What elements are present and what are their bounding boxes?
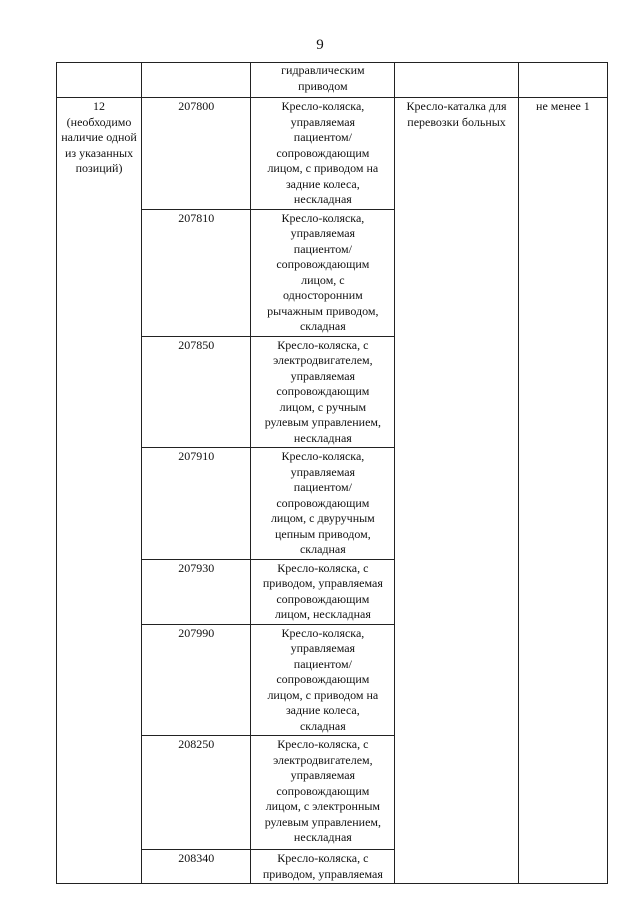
cell-empty xyxy=(57,63,142,98)
table-row xyxy=(57,98,608,210)
item-description: Кресло-коляска, с приводом, управляемая сопровождающим лицом, нескладная xyxy=(251,559,395,624)
item-description: Кресло-коляска, с приводом, управляемая xyxy=(251,850,395,884)
item-description: Кресло-коляска, управляемая пациентом/ сопровождающим лицом, с приводом на задние колеса, нескладная xyxy=(251,98,395,210)
item-code: 207850 xyxy=(142,336,251,448)
cell-empty xyxy=(142,63,251,98)
table-row-continuation xyxy=(57,63,608,98)
cell-empty xyxy=(518,63,607,98)
item-code: 208250 xyxy=(142,736,251,850)
item-description: Кресло-коляска, управляемая пациентом/ сопровождающим лицом, с односторонним рычажным приводом, складная xyxy=(251,209,395,336)
requirement-cell: не менее 1 xyxy=(518,98,607,884)
item-description: Кресло-коляска, управляемая пациентом/ сопровождающим лицом, с двуручным цепным приводом, складная xyxy=(251,448,395,560)
page-number: 9 xyxy=(316,37,324,53)
item-code: 207810 xyxy=(142,209,251,336)
item-code: 207910 xyxy=(142,448,251,560)
item-description: Кресло-коляска, с электродвигателем, управляемая сопровождающим лицом, с электронным рулевым управлением, нескладная xyxy=(251,736,395,850)
item-code: 207990 xyxy=(142,624,251,736)
item-description: Кресло-коляска, управляемая пациентом/ сопровождающим лицом, с приводом на задние колеса, складная xyxy=(251,624,395,736)
item-description: Кресло-коляска, с электродвигателем, управляемая сопровождающим лицом, с ручным рулевым управлением, нескладная xyxy=(251,336,395,448)
item-code: 208340 xyxy=(142,850,251,884)
item-code: 207930 xyxy=(142,559,251,624)
cell-description: гидравлическим приводом xyxy=(251,63,395,98)
equipment-table xyxy=(56,62,608,884)
group-number-cell: 12 (необходимо наличие одной из указанных позиций) xyxy=(57,98,142,884)
item-code: 207800 xyxy=(142,98,251,210)
equipment-name-cell: Кресло-каталка для перевозки больных xyxy=(395,98,519,884)
cell-empty xyxy=(395,63,519,98)
